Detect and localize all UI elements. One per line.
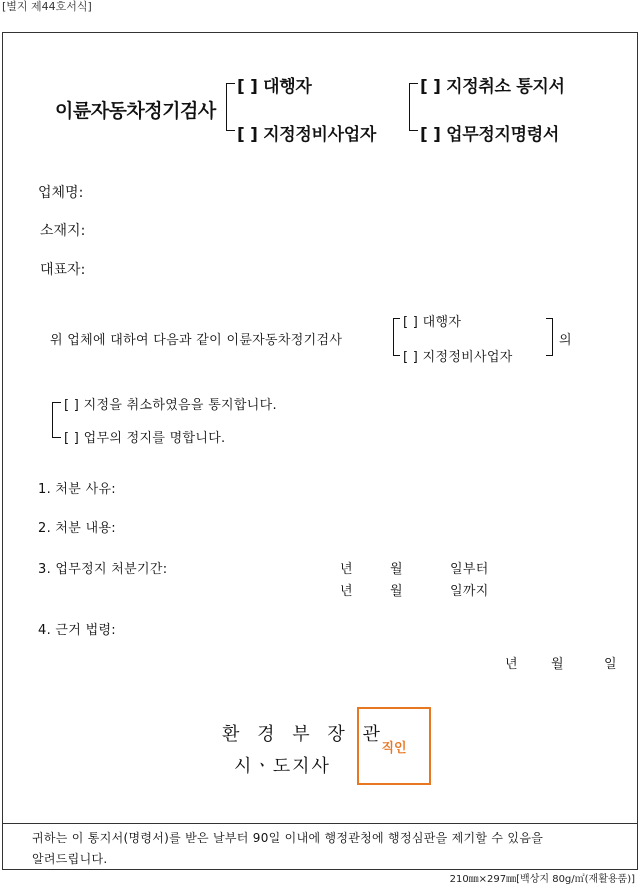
- title-brace-left: [226, 83, 235, 131]
- signature-minister: 환 경 부 장 관: [222, 724, 386, 745]
- action-brace: [52, 402, 61, 438]
- item-reason: 1. 처분 사유:: [38, 482, 116, 497]
- title-option-suspend-order: [ ] 업무정지명령서: [420, 125, 560, 145]
- sentence-option-designated-shop: [ ] 지정정비사업자: [403, 350, 513, 365]
- paper-spec: 210㎜×297㎜[백상지 80g/㎡(재활용품)]: [449, 874, 635, 885]
- sentence-suffix: 의: [559, 333, 572, 348]
- appeal-notice-line1: 귀하는 이 통지서(명령서)를 받은 날부터 90일 이내에 행정관청에 행정심판을 제기할 수 있음을: [32, 831, 544, 845]
- sentence-option-agent: [ ] 대행자: [403, 315, 462, 330]
- sentence-brace-left: [393, 318, 400, 356]
- period-to-year: 년: [340, 584, 353, 599]
- field-representative: 대표자:: [40, 262, 86, 278]
- period-from-day: 일부터: [450, 562, 489, 577]
- title-option-agent: [ ] 대행자: [237, 77, 312, 97]
- sentence-prefix: 위 업체에 대하여 다음과 같이 이륜자동차정기검사: [50, 333, 343, 348]
- period-to-month: 월: [390, 584, 403, 599]
- field-company-name: 업체명:: [38, 185, 84, 201]
- appeal-notice-line2: 알려드립니다.: [32, 852, 108, 866]
- form-number: [별지 제44호서식]: [2, 0, 92, 13]
- official-seal-label: 직인: [381, 741, 407, 756]
- footer-divider: [2, 823, 638, 824]
- issue-date-year: 년: [505, 657, 518, 672]
- title-brace-right: [409, 83, 418, 131]
- issue-date-month: 월: [551, 657, 564, 672]
- action-cancel: [ ] 지정을 취소하였음을 통지합니다.: [64, 398, 277, 413]
- period-to-day: 일까지: [450, 584, 489, 599]
- period-from-year: 년: [340, 562, 353, 577]
- item-period: 3. 업무정지 처분기간:: [38, 562, 168, 577]
- title-option-cancel-notice: [ ] 지정취소 통지서: [420, 77, 565, 97]
- period-from-month: 월: [390, 562, 403, 577]
- field-address: 소재지:: [40, 223, 86, 239]
- signature-governor: 시ㆍ도지사: [234, 756, 331, 777]
- item-content: 2. 처분 내용:: [38, 521, 116, 536]
- issue-date-day: 일: [604, 657, 617, 672]
- item-basis: 4. 근거 법령:: [38, 623, 116, 638]
- official-seal-box: [357, 707, 431, 785]
- title-main: 이륜자동차정기검사: [55, 100, 216, 122]
- sentence-brace-right: [546, 318, 553, 356]
- action-suspend: [ ] 업무의 정지를 명합니다.: [64, 431, 226, 446]
- title-option-designated-shop: [ ] 지정정비사업자: [237, 125, 377, 145]
